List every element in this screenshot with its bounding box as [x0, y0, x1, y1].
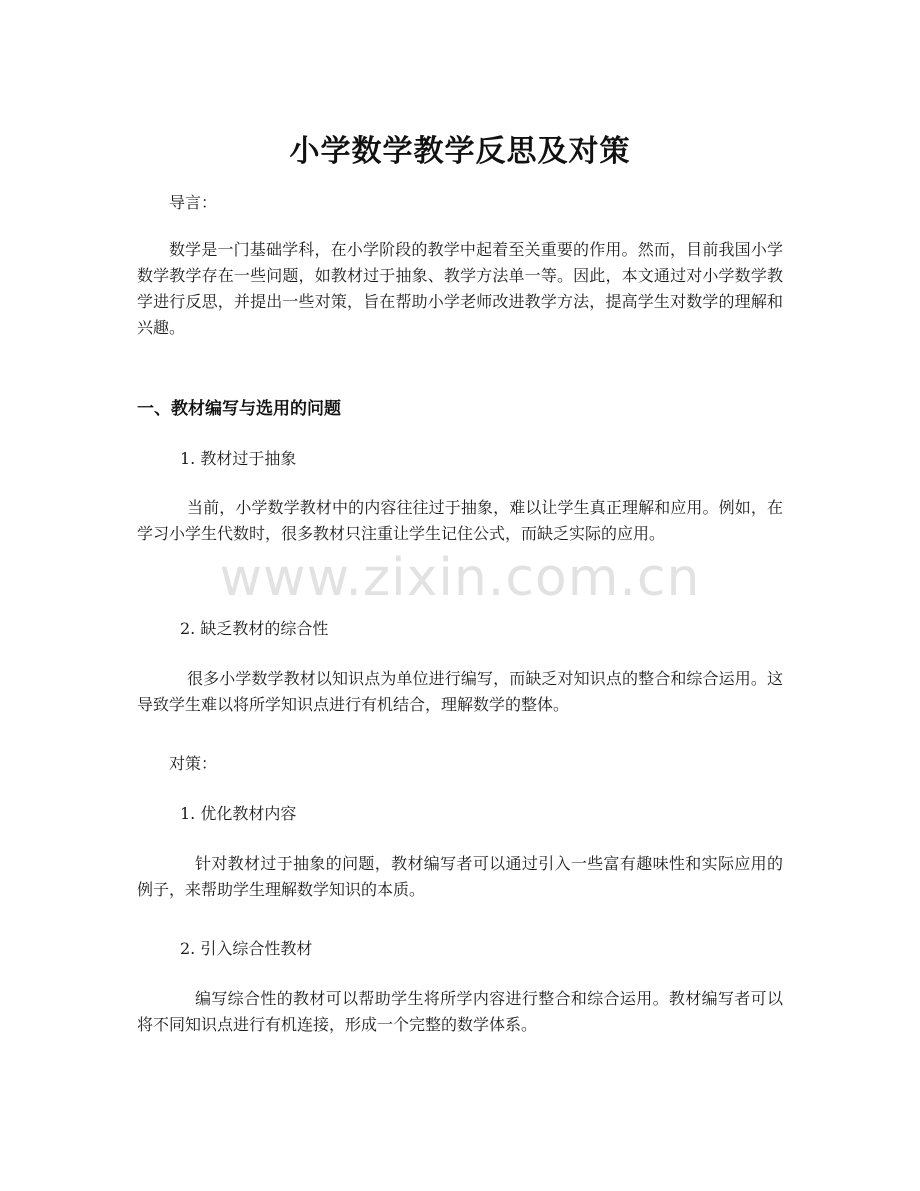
problem-heading: 1. 教材过于抽象 [180, 449, 297, 468]
problem-paragraph: 很多小学数学教材以知识点为单位进行编写，而缺乏对知识点的整合和综合运用。这导致学生难以将所学知识点进行有机结合，理解数学的整体。 [137, 669, 783, 714]
intro-label: 导言： [169, 193, 218, 212]
problem-heading: 2. 缺乏教材的综合性 [180, 619, 329, 638]
section-heading: 一、教材编写与选用的问题 [137, 399, 341, 419]
countermeasure-paragraph: 编写综合性的教材可以帮助学生将所学内容进行整合和综合运用。教材编写者可以将不同知识点进行有机连接，形成一个完整的数学体系。 [137, 989, 783, 1034]
watermark: www.zixin.com.cn [219, 548, 701, 608]
countermeasure-heading: 1. 优化教材内容 [180, 804, 297, 823]
countermeasures-label: 对策： [169, 754, 218, 773]
countermeasure-paragraph: 针对教材过于抽象的问题，教材编写者可以通过引入一些富有趣味性和实际应用的例子，来帮助学生理解数学知识的本质。 [137, 854, 783, 899]
page-title: 小学数学教学反思及对策 [289, 134, 631, 170]
intro-paragraph: 数学是一门基础学科，在小学阶段的教学中起着至关重要的作用。然而，目前我国小学数学教学存在一些问题，如教材过于抽象、教学方法单一等。因此，本文通过对小学数学教学进行反思，并提出一些对策，旨在帮助小学老师改进教学方法，提高学生对数学的理解和兴趣。 [137, 240, 783, 337]
problem-paragraph: 当前，小学数学教材中的内容往往过于抽象，难以让学生真正理解和应用。例如，在学习小学生代数时，很多教材只注重让学生记住公式，而缺乏实际的应用。 [137, 498, 783, 543]
countermeasure-heading: 2. 引入综合性教材 [180, 939, 313, 958]
